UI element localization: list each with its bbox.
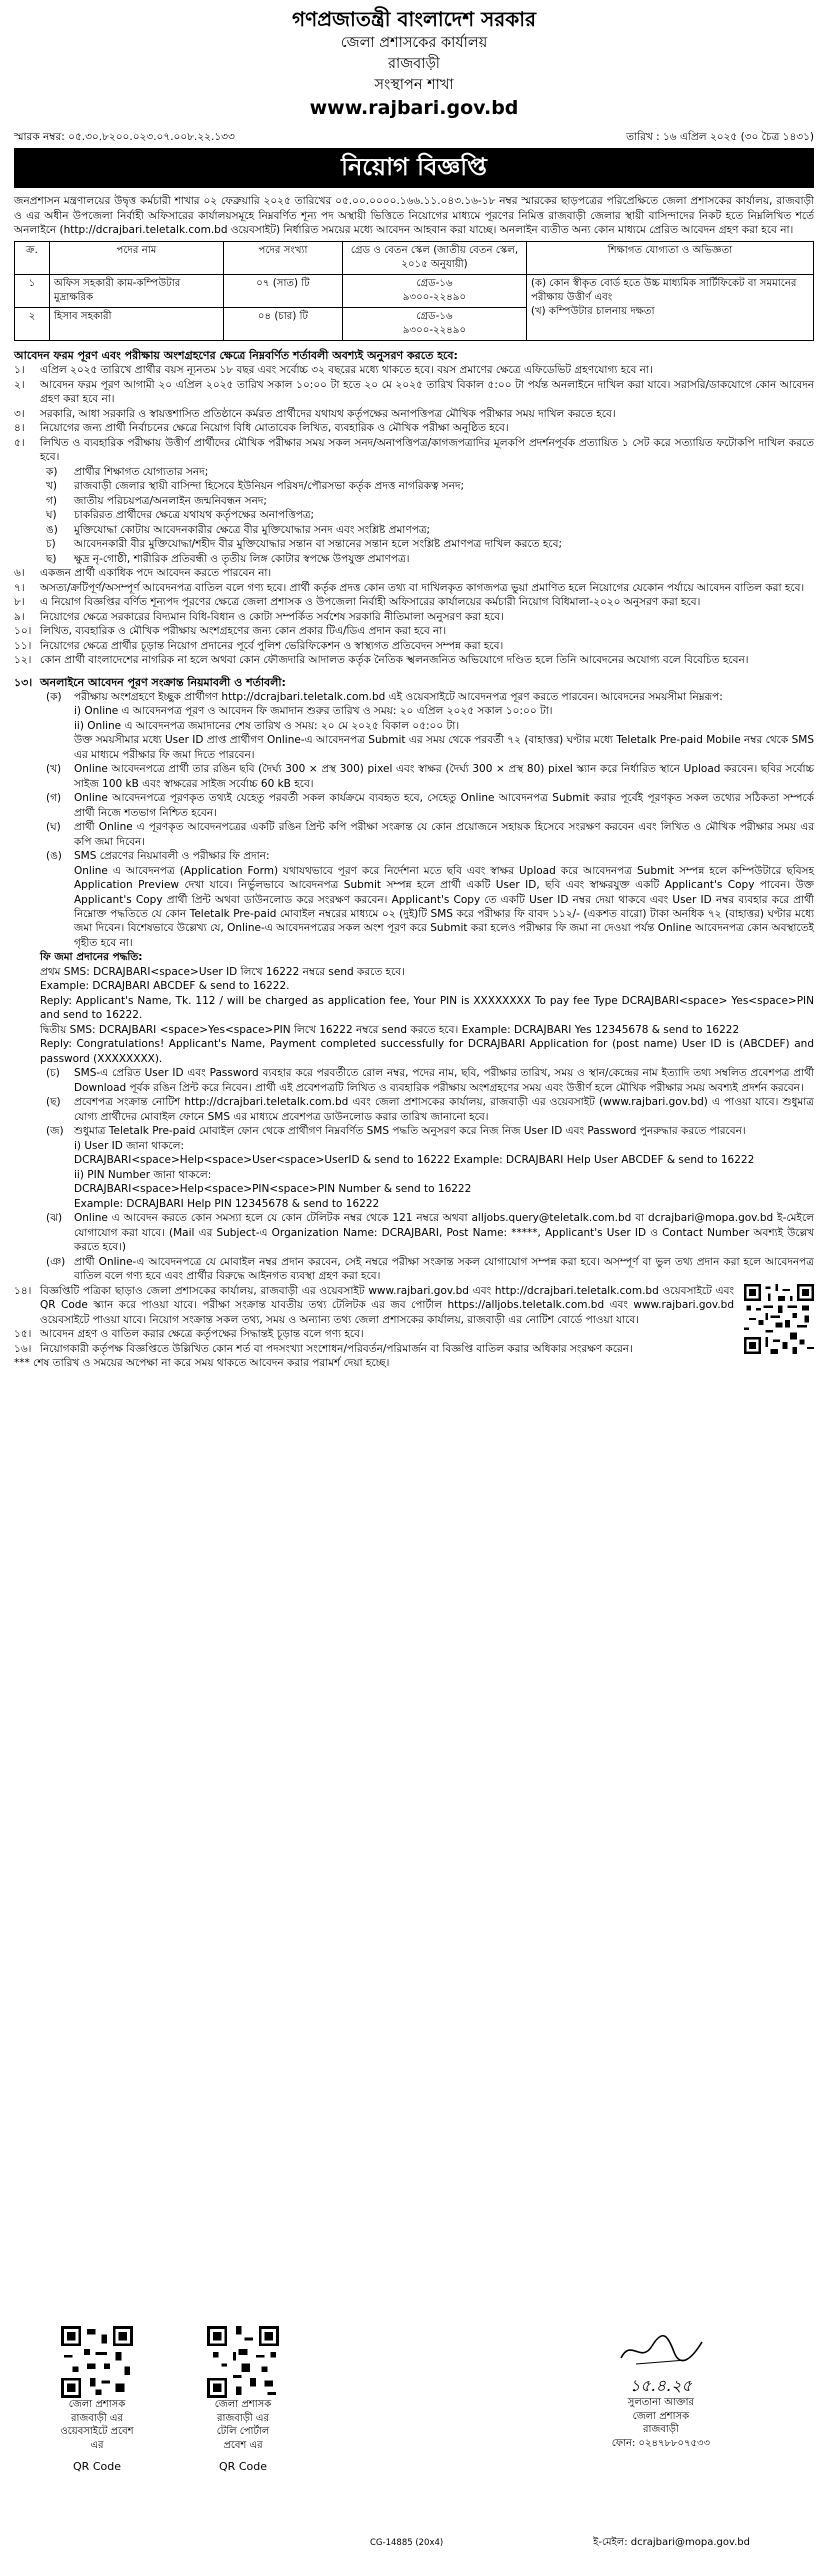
fee-line: Example: DCRAJBARI ABCDEF & send to 16222.	[40, 980, 290, 993]
letterhead	[14, 6, 814, 122]
scale-value: ৯৩০০-২২৪৯০	[402, 325, 467, 337]
rule-item	[14, 1255, 814, 1284]
row-post-count: ০৭ (সাত) টি	[224, 274, 343, 307]
sub-text: ক্ষুদ্র নৃ-গোষ্ঠী, শারীরিক প্রতিবন্ধী ও তৃতীয় লিঙ্গ কোটার স্বপক্ষে উপযুক্ত প্রমাণপত্র।	[74, 552, 410, 565]
item-text: লিখিত ও ব্যবহারিক পরীক্ষায় উত্তীর্ণ প্রার্থীদের মৌখিক পরীক্ষার সময় সকল সনদ/অনাপত্তিপত্র/কাগজপত্রাদির মূলকপি প্রদর্শনপূর্বক প্রত্যায়িত ১ সেট করে সত্যায়িত ফটোকপি দাখিল করতে হবে।	[40, 436, 814, 464]
item-number: ৬।	[14, 567, 25, 580]
row-qualification	[527, 274, 814, 340]
col-post-count: পদের সংখ্যা	[224, 241, 343, 274]
item-text: আবেদন গ্রহণ ও বাতিল করার ক্ষেত্রে কর্তৃপক্ষের সিদ্ধান্তই চূড়ান্ত বলে গণ্য হবে।	[40, 1328, 364, 1341]
fee-line: প্রথম SMS: DCRAJBARI<space>User ID লিখে 16222 নম্বরে send করতে হবে।	[40, 965, 405, 978]
table-row	[15, 274, 814, 307]
sub-text: মুক্তিযোদ্ধা কোটায় আবেদনকারীর ক্ষেত্রে বীর মুক্তিযোদ্ধার সনদ এবং সংশ্লিষ্ট প্রমাণপত্র;	[74, 523, 431, 536]
col-grade: গ্রেড ও বেতন স্কেল (জাতীয় বেতন স্কেল, ২০১৫ অনুযায়ী)	[343, 241, 527, 274]
rule-text: Online এ আবেদনপত্র (Application Form) যথাযথভাবে পূরণ করে নির্দেশনা মতে ছবি এবং স্বাক্ষর Upload করে আবেদনপত্র Submit সম্পন্ন হলে কম্পিউটারে ছবিসহ Application Preview দেখা যাবে। নির্ভুলভাবে আবেদনপত্র Submit সম্পন্ন হলে প্রার্থী একটি User ID, ছবি এবং স্বাক্ষরযুক্ত একটি Applicant's Copy পাবেন। উক্ত Applicant's Copy প্রার্থী প্রিন্ট অথবা ডাউনলোড করে সংরক্ষণ করবেন। Applicant's Copy তে একটি User ID নম্বর দেয়া থাকবে এবং User ID নম্বর ব্যবহার করে প্রার্থী নিম্নোক্ত পদ্ধতিতে যে কোন Teletalk Pre-paid মোবাইল নম্বরের মাধ্যমে ০২ (দুই)টি SMS করে পরীক্ষার ফি বাবদ ১১২/- (একশত বারো) টাকা অনধিক ৭২ (বাহাত্তর) ঘণ্টার মধ্যে জমা দিবেন। বিশেষভাবে উল্লেখ্য যে, Online-এ আবেদনপত্রের সকল অংশ পূরণ করে Submit করা হলেও পরীক্ষার ফি জমা না দেওয়া পর্যন্ত Online আবেদনপত্র কোন অবস্থাতেই গৃহীত হবে না।	[74, 864, 814, 949]
rule-key: (চ)	[46, 1067, 60, 1080]
list-item	[14, 1327, 734, 1341]
item-number: ৩।	[14, 407, 25, 420]
rule-text: DCRAJBARI<space>Help<space>User<space>UserID & send to 16222 Example: DCRAJBARI Help User ABCDEF & send to 16222	[74, 1154, 755, 1167]
list-item	[14, 1284, 734, 1327]
item-number: ১৪।	[14, 1284, 32, 1297]
rule-item	[14, 1182, 814, 1196]
item-number: ১১।	[14, 639, 32, 652]
rule-item	[14, 820, 814, 849]
fee-heading	[14, 950, 814, 964]
rule-text: SMS-এ প্রেরিত User ID এবং Password ব্যবহার করে পরবর্তীতে রোল নম্বর, পদের নাম, ছবি, পরীক্ষার তারিখ, সময় ও স্থান/কেন্দ্রের নাম ইত্যাদি তথ্য সম্বলিত প্রবেশপত্র প্রার্থী Download পূর্বক রঙিন প্রিন্ট করে নিবেন। প্রার্থী এই প্রবেশপত্রটি লিখিত ও ব্যবহারিক পরীক্ষায় অংশগ্রহণের সময় এবং উত্তীর্ণ হলে মৌখিক পরীক্ষার সময় অবশ্যই প্রদর্শন করবেন।	[74, 1067, 814, 1094]
rule-item	[14, 733, 814, 762]
row-grade	[343, 274, 527, 307]
memo-number: স্মারক নম্বর: ০৫.৩০.৮২০০.০২৩.০৭.০০৮.২২.১৩৩	[14, 130, 235, 143]
online-rules	[14, 690, 814, 951]
item-text: নিয়োগের ক্ষেত্রে প্রার্থীর চূড়ান্ত নিয়োগ প্রদানের পূর্বে পুলিশ ভেরিফিকেশন ও স্বাস্থ্যগত প্রতিবেদন সম্পন্ন করা হবে।	[40, 639, 504, 652]
list-item	[14, 581, 814, 595]
rule-item	[14, 690, 814, 704]
rule-item	[14, 719, 814, 733]
item-text: এপ্রিল ২০২৫ তারিখে প্রার্থীর বয়স ন্যূনতম ১৮ বছর এবং সর্বোচ্চ ৩২ বছরের মধ্যে থাকতে হবে। বয়স প্রমাণের ক্ষেত্রে এফিডেভিট গ্রহণযোগ্য হবে না।	[40, 364, 653, 377]
sub-key: খ)	[46, 480, 57, 493]
rule-key: (ক)	[46, 690, 62, 703]
fee-heading-text: ফি জমা প্রদানের পদ্ধতি:	[40, 951, 143, 964]
qr-label: QR Code	[73, 2460, 121, 2473]
rule-text: SMS প্রেরণের নিয়মাবলী ও পরীক্ষার ফি প্রদান:	[74, 850, 270, 863]
closing-note: *** শেষ তারিখ ও সময়ের অপেক্ষা না করে সময় থাকতে আবেদন করার পরামর্শ দেয়া হচ্ছে।	[14, 1357, 390, 1369]
conditions-list-2	[14, 566, 814, 667]
list-item	[14, 595, 814, 609]
sub-key: ক)	[46, 465, 58, 478]
item-number: ১২।	[14, 654, 32, 667]
closing-section	[14, 1284, 814, 1371]
qr-block-website: জেলা প্রশাসক রাজবাড়ী এর ওয়েবসাইটে প্রবেশ এর QR Code	[42, 2326, 152, 2475]
item-number: ৫।	[14, 436, 25, 449]
sub-item	[14, 465, 814, 479]
online-rules-2	[14, 1066, 814, 1283]
online-heading	[14, 675, 814, 690]
rule-text: Example: DCRAJBARI Help PIN 12345678 & send to 16222	[74, 1197, 380, 1210]
item-number: ১৬।	[14, 1342, 32, 1355]
rule-text: Online আবেদনপত্রে প্রার্থী তার রঙিন ছবি (দৈর্ঘ্য 300 × প্রস্থ 300) pixel এবং স্বাক্ষর (দৈর্ঘ্য 300 × প্রস্থ 80) pixel স্ক্যান করে নির্ধারিত স্থানে Upload করবেন। ছবির সর্বোচ্চ সাইজ 100 kB এবং স্বাক্ষরের সাইজ সর্বোচ্চ 60 kB হবে।	[74, 763, 814, 790]
list-item	[14, 653, 814, 667]
rule-item	[14, 1139, 814, 1153]
item-number: ১।	[14, 364, 25, 377]
signer-title: জেলা প্রশাসক	[632, 2410, 690, 2422]
rule-text: Online আবেদনপত্রে পূরণকৃত তথ্যই যেহেতু পরবর্তী সকল কার্যক্রমে ব্যবহৃত হবে, সেহেতু Online আবেদনপত্র Submit করার পূর্বেই পূরণকৃত সকল তথ্যের সঠিকতা সম্পর্কে প্রার্থী নিজে শতভাগ নিশ্চিত হবেন।	[74, 792, 814, 819]
item-number: ২।	[14, 378, 25, 391]
sub-item	[14, 552, 814, 566]
qualification-a: (ক) কোন স্বীকৃত বোর্ড হতে উচ্চ মাধ্যমিক সার্টিফিকেট বা সমমানের পরীক্ষায় উত্তীর্ণ এবং	[531, 277, 797, 303]
conditions-heading: আবেদন ফরম পূরণ এবং পরীক্ষায় অংশগ্রহণের ক্ষেত্রে নিম্নবর্ণিত শর্তাবলী অবশ্যই অনুসরণ করতে হবে:	[14, 349, 458, 363]
rule-key: (ঝ)	[46, 1212, 63, 1225]
sub-item	[14, 508, 814, 522]
row-serial: ১	[15, 274, 50, 307]
qr-block-teletalk: জেলা প্রশাসক রাজবাড়ী এর টেলি পোর্টাল প্রবেশ এর QR Code	[188, 2326, 298, 2475]
rule-key: (জ)	[46, 1125, 64, 1138]
intro-paragraph: জনপ্রশাসন মন্ত্রণালয়ের উদ্বৃত্ত কর্মচারী শাখার ০২ ফেব্রুয়ারি ২০২৫ তারিখের ০৫.০০.০০০০.১৬৬.১১.০৪৩.১৬-১৮ নম্বর স্মারকের ছাড়পত্রের পরিপ্রেক্ষিতে জেলা প্রশাসকের কার্যালয়, রাজবাড়ী ও এর অধীন উপজেলা নির্বাহী অফিসারের কার্যালয়সমূহে নিম্নবর্ণিত শূন্য পদ অস্থায়ী ভিত্তিতে নিয়োগের মাধ্যমে পূরণের নিমিত্ত রাজবাড়ী জেলার স্থায়ী বাসিন্দাদের নিকট হতে নিম্নলিখিত শর্তে অনলাইনে (http://dcrajbari.teletalk.com.bd ওয়েবসাইট) নির্ধারিত সময়ের মধ্যে আবেদন আহবান করা যাচ্ছে। অনলাইন ব্যতীত অন্য কোন মাধ্যমে প্রেরিত আবেদন গ্রহণ করা হবে না।	[14, 195, 814, 237]
qualification-b: (খ) কম্পিউটার চালনায় দক্ষতা	[531, 306, 655, 318]
list-item	[14, 407, 814, 421]
sub-key: গ)	[46, 494, 57, 507]
item-text: এ নিয়োগ বিজ্ঞপ্তির বর্ণিত শূন্যপদ পূরণের ক্ষেত্রে জেলা প্রশাসক ও উপজেলা নির্বাহী অফিসারের কার্যালয়ের কর্মচারী নিয়োগ বিধিমালা-২০২০ অনুসরণ করা হবে।	[40, 596, 701, 609]
rule-item	[14, 864, 814, 951]
sub-item	[14, 523, 814, 537]
branch-name: সংস্থাপন শাখা	[374, 77, 454, 94]
row-post-name: হিসাব সহকারী	[50, 308, 224, 341]
rule-item	[14, 1095, 814, 1124]
col-qualification: শিক্ষাগত যোগ্যতা ও অভিজ্ঞতা	[527, 241, 814, 274]
rule-text: ii) PIN Number জানা থাকলে:	[74, 1168, 212, 1181]
rule-text: পরীক্ষায় অংশগ্রহণে ইচ্ছুক প্রার্থীগণ http://dcrajbari.teletalk.com.bd এই ওয়েবসাইটে আবেদনপত্র পূরণ করতে পারবেন। আবেদনের সময়সীমা নিম্নরূপ:	[74, 690, 723, 703]
item-number: ৮।	[14, 596, 25, 609]
rule-item	[14, 791, 814, 820]
rule-item	[14, 1124, 814, 1138]
district-name: রাজবাড়ী	[388, 56, 440, 73]
signer-district: রাজবাড়ী	[642, 2424, 679, 2436]
list-item	[14, 1342, 734, 1356]
item-text: একজন প্রার্থী একাধিক পদে আবেদন করতে পারবেন না।	[40, 567, 272, 580]
rule-item	[14, 1211, 814, 1254]
row-grade	[343, 308, 527, 341]
list-item	[14, 624, 814, 638]
govt-name: গণপ্রজাতন্ত্রী বাংলাদেশ সরকার	[292, 7, 536, 31]
grade-value: গ্রেড-১৬	[416, 311, 453, 323]
item-text: কোন প্রার্থী বাংলাদেশের নাগরিক না হলে অথবা কোন ফৌজদারি আদালত কর্তৃক নৈতিক স্খলনজনিত অভিযোগে দণ্ডিত হলে তিনি আবেদনের অযোগ্য বলে বিবেচিত হবেন।	[40, 654, 749, 667]
item-text: বিজ্ঞপ্তিটি পত্রিকা ছাড়াও জেলা প্রশাসকের কার্যালয়, রাজবাড়ী এর ওয়েবসাইট www.rajbari.gov.bd এবং http://dcrajbari.teletalk.com.bd ওয়েবসাইটে এবং QR Code স্ক্যান করে পাওয়া যাবে। পরীক্ষা সংক্রান্ত যাবতীয় তথ্য টেলিটক এর জব পোর্টাল https://alljobs.teletalk.com.bd এবং www.rajbari.gov.bd ওয়েবসাইটে পাওয়া যাবে। নিয়োগ সংক্রান্ত সকল তথ্য, সময় ও অন্যান্য তথ্য জেলা প্রশাসকের কার্যালয়, রাজবাড়ী এর নোটিশ বোর্ডে পাওয়া যাবে।	[40, 1284, 734, 1326]
item-number: ১০।	[14, 625, 32, 638]
sub-text: চাকরিরত প্রার্থীদের ক্ষেত্রে যথাযথ কর্তৃপক্ষের অনাপত্তিপত্র;	[74, 509, 315, 522]
qr-code-icon[interactable]	[61, 2326, 133, 2398]
rule-item	[14, 1153, 814, 1167]
rule-text: ii) Online এ আবেদনপত্র জমাদানের শেষ তারিখ ও সময়: ২০ মে ২০২৫ বিকাল ০৫:০০ টা।	[74, 719, 460, 732]
sub-key: চ)	[46, 538, 56, 551]
rule-text: প্রার্থী Online এ পূরণকৃত আবেদনপত্রের একটি রঙিন প্রিন্ট কপি পরীক্ষা সংক্রান্ত যে কোন প্রয়োজনে সহায়ক হিসেবে সংরক্ষণ করবেন এবং লিখিত ও মৌখিক পরীক্ষার সময় এর কপি জমা দিবেন।	[74, 821, 814, 848]
rule-item	[14, 704, 814, 718]
online-heading-text: অনলাইনে আবেদন পূরণ সংক্রান্ত নিয়মাবলী ও শর্তাবলী:	[40, 675, 286, 689]
item-number: ৯।	[14, 610, 25, 623]
item-text: নিয়োগকারী কর্তৃপক্ষ বিজ্ঞপ্তিতে উল্লিখিত কোন শর্ত বা পদসংখ্যা সংশোধন/পরিবর্তন/পরিমার্জন বা বিজ্ঞপ্তি বাতিল করার অধিকার সংরক্ষণ করেন।	[40, 1342, 633, 1355]
sub-key: ছ)	[46, 552, 57, 565]
col-serial: ক্র.	[15, 241, 50, 274]
sub-item	[14, 479, 814, 493]
sub-text: আবেদনকারী বীর মুক্তিযোদ্ধা/শহীদ বীর মুক্তিযোদ্ধার সন্তান বা সন্তানের সন্তান হলে সংশ্লিষ্ট প্রমাণপত্র দাখিল করতে হবে;	[74, 538, 563, 551]
list-item	[14, 566, 814, 580]
rule-text: প্রার্থী Online-এ আবেদনপত্রে যে মোবাইল নম্বর প্রদান করবেন, সেই নম্বরে পরীক্ষা সংক্রান্ত সকল যোগাযোগ সম্পন্ন করা হবে। অসম্পূর্ণ বা ভুল তথ্য প্রদান করা হলে আবেদনপত্র বাতিল বলে গণ্য হবে এবং প্রার্থীর বিরুদ্ধে আইনগত ব্যবস্থা গ্রহণ করা হবে।	[74, 1255, 814, 1283]
item-text: অসত্য/ক্রটিপূর্ণ/অসম্পূর্ণ আবেদনপত্র বাতিল বলে গণ্য হবে। প্রার্থী কর্তৃক প্রদত্ত কোন তথ্য বা দাখিলকৃত কাগজপত্র ভুয়া প্রমাণিত হলে নিয়োগের যেকোন পর্যায়ে আবেদন বাতিল করা হবে।	[40, 581, 805, 594]
qr-code-icon[interactable]	[744, 1284, 814, 1354]
qr-label: QR Code	[219, 2460, 267, 2473]
scale-value: ৯৩০০-২২৪৯০	[402, 291, 467, 303]
qr-code-icon[interactable]	[207, 2326, 279, 2398]
signer-phone: ফোন: ০২৪৭৮৮০৭৫৩৩	[611, 2437, 710, 2449]
title-banner: নিয়োগ বিজ্ঞপ্তি	[14, 148, 814, 188]
footer	[0, 2320, 800, 2556]
rule-text: শুধুমাত্র Teletalk Pre-paid মোবাইল ফোন থেকে প্রার্থীগণ নিম্নবর্ণিত SMS পদ্ধতি অনুসরণ করে নিজ নিজ User ID এবং Password পুনরুদ্ধার করতে পারবেন।	[74, 1125, 746, 1138]
rule-item	[14, 849, 814, 863]
list-item	[14, 421, 814, 435]
list-item	[14, 436, 814, 465]
rule-item	[14, 1066, 814, 1095]
memo-date: তারিখ : ১৬ এপ্রিল ২০২৫ (৩০ চৈত্র ১৪৩১)	[626, 130, 814, 143]
sub-text: জাতীয় পরিচয়পত্র/অনলাইন জন্মনিবন্ধন সনদ;	[74, 494, 267, 507]
rule-text: প্রবেশপত্র সংক্রান্ত নোটিশ http://dcrajbari.teletalk.com.bd এবং জেলা প্রশাসকের কার্যালয়, রাজবাড়ী এর ওয়েবসাইট (www.rajbari.gov.bd) এ পাওয়া যাবে। শুধুমাত্র যোগ্য প্রার্থীদের মোবাইল ফোনে SMS এর মাধ্যমে প্রবেশপত্র ডাউনলোড করার তারিখ জানানো হবে।	[74, 1096, 814, 1123]
item-text: আবেদন ফরম পূরণ আগামী ২০ এপ্রিল ২০২৫ তারিখ সকাল ১০:০০ টা হতে ২০ মে ২০২৫ তারিখ বিকাল ৫:০০ টা পর্যন্ত অনলাইনে দাখিল করা যাবে। সরাসরি/ডাকযোগে কোন আবেদন গ্রহণ করা হবে না।	[40, 378, 814, 406]
list-item	[14, 378, 814, 407]
signature-icon	[616, 2330, 706, 2370]
posts-table	[14, 241, 814, 341]
fee-steps	[14, 965, 814, 1066]
rule-key: (ঘ)	[46, 821, 61, 834]
item-number: ৭।	[14, 581, 25, 594]
fee-line: দ্বিতীয় SMS: DCRAJBARI <space>Yes<space>PIN লিখে 16222 নম্বরে send করতে হবে। Example: DCRAJBARI Yes 12345678 & send to 16222	[40, 1023, 740, 1036]
item-text: লিখিত, ব্যবহারিক ও মৌখিক পরীক্ষায় অংশগ্রহণের জন্য কোন প্রকার টিএ/ডিএ প্রদান করা হবে না।	[40, 625, 447, 638]
item-number: ১৫।	[14, 1328, 32, 1341]
list-item	[14, 639, 814, 653]
fee-line: Reply: Congratulations! Applicant's Name, Payment completed successfully for DCRAJBARI Application for (post name) User ID is (ABCDEF) and password (XXXXXXXX).	[40, 1038, 814, 1065]
rule-key: (ঞ)	[46, 1255, 66, 1268]
sub-item	[14, 537, 814, 551]
rule-text: i) Online এ আবেদনপত্র পূরণ ও আবেদন ফি জমাদান শুরুর তারিখ ও সময়: ২০ এপ্রিল ২০২৫ সকাল ১০:০০ টা।	[74, 705, 553, 718]
list-item	[14, 363, 814, 377]
rule-item	[14, 762, 814, 791]
row-post-count: ০৪ (চার) টি	[224, 308, 343, 341]
item-text: নিয়োগের জন্য প্রার্থী নির্বাচনের ক্ষেত্রে নিয়োগ বিধি মোতাবেক লিখিত, ব্যবহারিক ও মৌখিক পরীক্ষা অনুষ্ঠিত হবে।	[40, 422, 509, 435]
conditions-list	[14, 363, 814, 464]
rule-text: DCRAJBARI<space>Help<space>PIN<space>PIN Number & send to 16222	[74, 1183, 472, 1196]
office-name: জেলা প্রশাসকের কার্যালয়	[340, 35, 488, 51]
memo-line	[14, 130, 814, 144]
item-number: ৪।	[14, 422, 25, 435]
sub-key: ঙ)	[46, 523, 58, 536]
list-item	[14, 610, 814, 624]
signature-block	[612, 2330, 710, 2450]
rule-item	[14, 1197, 814, 1211]
rule-key: (ঙ)	[46, 850, 62, 863]
documents-sublist	[14, 465, 814, 566]
rule-key: (গ)	[46, 792, 62, 805]
rule-item	[14, 1168, 814, 1182]
grade-value: গ্রেড-১৬	[416, 277, 453, 289]
notice-page	[14, 4, 814, 1370]
sub-text: রাজবাড়ী জেলার স্থায়ী বাসিন্দা হিসেবে ইউনিয়ন পরিষদ/পৌরসভা কর্তৃক প্রদত্ত নাগরিকত্ব সনদ;	[74, 480, 465, 493]
rule-text: Online এ আবেদন করতে কোন সমস্যা হলে যে কোন টেলিটক নম্বর থেকে 121 নম্বরে অথবা alljobs.query@teletalk.com.bd বা dcrajbari@mopa.gov.bd ই-মেইলে যোগাযোগ করা যাবে। (Mail এর Subject-এ Organization Name: DCRAJBARI, Post Name: *****, Applicant's User ID ও Contact Number অবশ্যই উল্লেখ করতে হবে।)	[74, 1212, 814, 1254]
row-post-name: অফিস সহকারী কাম-কম্পিউটার মুদ্রাক্ষরিক	[50, 274, 224, 307]
rule-key: (খ)	[46, 763, 62, 776]
rule-key: (ছ)	[46, 1096, 61, 1109]
col-post-name: পদের নাম	[50, 241, 224, 274]
item-number: ১৩।	[14, 675, 33, 689]
sub-item	[14, 494, 814, 508]
signature-date: ১৫.৪.২৫	[629, 2375, 692, 2395]
rule-text: i) User ID জানা থাকলে:	[74, 1139, 185, 1152]
fee-line: Reply: Applicant's Name, Tk. 112 / will be charged as application fee, Your PIN is XXXXXXXX To pay fee Type DCRAJBARI<space> Yes<space>PIN and send to 16222.	[40, 994, 814, 1022]
sub-key: ঘ)	[46, 509, 57, 522]
footer-email[interactable]: ই-মেইল: dcrajbari@mopa.gov.bd	[593, 2537, 750, 2549]
table-header-row	[15, 241, 814, 274]
row-serial: ২	[15, 308, 50, 341]
sub-text: প্রার্থীর শিক্ষাগত যোগ্যতার সনদ;	[74, 465, 209, 478]
signer-name: সুলতানা আক্তার	[627, 2397, 695, 2409]
rule-text: উক্ত সময়সীমার মধ্যে User ID প্রাপ্ত প্রার্থীগণ Online-এ আবেদনপত্র Submit এর সময় থেকে পরবর্তী ৭২ (বাহাত্তর) ঘণ্টার মধ্যে Teletalk Pre-paid Mobile নম্বর থেকে SMS এর মাধ্যমে পরীক্ষার ফি জমা দিতে পারবেন।	[74, 734, 814, 761]
item-text: নিয়োগের ক্ষেত্রে সরকারের বিদ্যমান বিধি-বিধান ও কোটা সম্পর্কিত সর্বশেষ সরকারি নীতিমালা অনুসরণ করা হবে।	[40, 610, 504, 623]
item-text: সরকারি, আধা সরকারি ও স্বায়ত্তশাসিত প্রতিষ্ঠানে কর্মরত প্রার্থীদের যথাযথ কর্তৃপক্ষের অনাপত্তিপত্র মৌখিক পরীক্ষার সময় দাখিল করতে হবে।	[40, 407, 616, 420]
website-link[interactable]: www.rajbari.gov.bd	[309, 97, 519, 120]
cg-number: CG-14885 (20x4)	[370, 2538, 444, 2549]
